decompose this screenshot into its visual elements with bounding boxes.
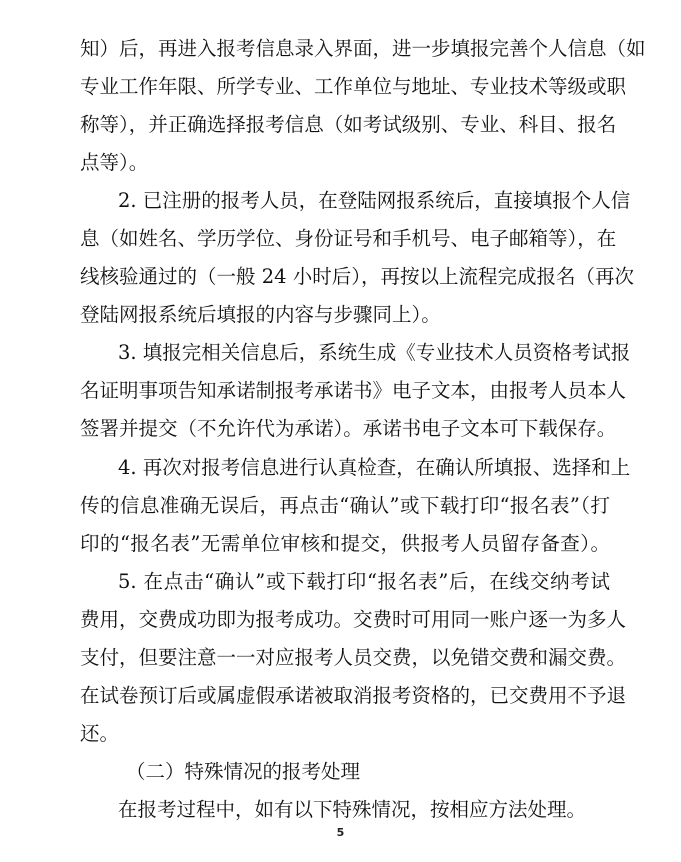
text-line: 名证明事项告知承诺制报考承诺书》电子文本，由报考人员本人 bbox=[80, 379, 627, 402]
text-line: 在试卷预订后或属虚假承诺被取消报考资格的，已交费用不予退 bbox=[80, 684, 627, 707]
text-line: 签署并提交（不允许代为承诺）。承诺书电子文本可下载保存。 bbox=[80, 417, 617, 440]
text-line: 点等）。 bbox=[80, 151, 149, 174]
paragraph-start-line: 5. 在点击“确认”或下载打印“报名表”后，在线交纳考试 bbox=[118, 570, 610, 593]
text-line: 息（如姓名、学历学位、身份证号和手机号、电子邮箱等），在 bbox=[80, 227, 617, 250]
text-line: 称等），并正确选择报考信息（如考试级别、专业、科目、报名 bbox=[80, 113, 617, 136]
text-line: 专业工作年限、所学专业、工作单位与地址、专业技术等级或职 bbox=[80, 75, 627, 98]
paragraph-start-line: 4. 再次对报考信息进行认真检查，在确认所填报、选择和上 bbox=[118, 456, 631, 479]
text-line: 登陆网报系统后填报的内容与步骤同上）。 bbox=[80, 303, 441, 326]
text-line: 还。 bbox=[80, 722, 120, 745]
section-heading: （二）特殊情况的报考处理 bbox=[126, 760, 361, 783]
page-number: 5 bbox=[336, 826, 345, 839]
text-line: 印的“报名表”无需单位审核和提交，供报考人员留存备查）。 bbox=[80, 532, 610, 555]
text-line: 线核验通过的（一般 24 小时后），再按以上流程完成报名（再次 bbox=[80, 265, 634, 288]
text-line: 费用，交费成功即为报考成功。交费时可用同一账户逐一为多人 bbox=[80, 608, 627, 631]
text-line: 知）后，再进入报考信息录入界面，进一步填报完善个人信息（如 bbox=[80, 37, 646, 60]
paragraph-start-line: 在报考过程中，如有以下特殊情况，按相应方法处理。 bbox=[118, 798, 587, 821]
paragraph-start-line: 2. 已注册的报考人员，在登陆网报系统后，直接填报个人信 bbox=[118, 189, 631, 212]
text-line: 支付，但要注意一一对应报考人员交费，以免错交费和漏交费。 bbox=[80, 646, 627, 669]
text-line: 传的信息准确无误后，再点击“确认”或下载打印“报名表”（打 bbox=[80, 494, 610, 517]
paragraph-start-line: 3. 填报完相关信息后，系统生成《专业技术人员资格考试报 bbox=[118, 341, 631, 364]
